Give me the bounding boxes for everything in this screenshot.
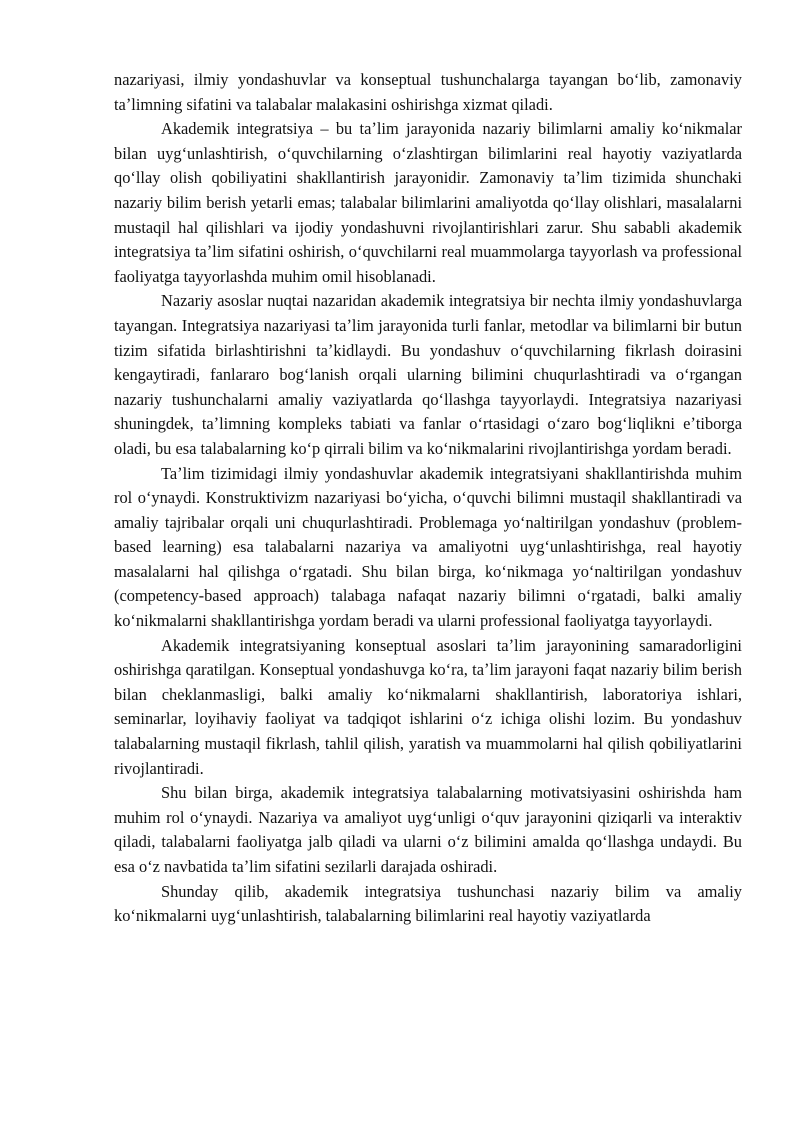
paragraph-xulosa: Shunday qilib, akademik integratsiya tushunchasi nazariy bilim va amaliy koʻnikmalarni uygʻunlashtirish, talabalarning bilimlarini real hayotiy vaziyatlarda: [114, 881, 742, 926]
paragraph-konseptual-asoslar: Akademik integratsiyaning konseptual asoslari taʼlim jarayonining samaradorligini oshirishga qaratilgan. Konseptual yondashuvga koʻra, taʼlim jarayoni faqat nazariy bilim berish bilan cheklanmasligi, balki amaliy koʻnikmalarni shakllantirish, laboratoriya ishlari, seminarlar, loyihaviy faoliyat va tadqiqot ishlarini oʻz ichiga olishi lozim. Bu yondashuv talabalarning mustaqil fikrlash, tahlil qilish, yaratish va muammolarni hal qilish qobiliyatlarini rivojlantiradi.: [114, 635, 742, 778]
paragraph-continuation: nazariyasi, ilmiy yondashuvlar va konseptual tushunchalarga tayangan boʻlib, zamonaviy taʼlimning sifatini va talabalar malakasini oshirishga xizmat qiladi.: [114, 70, 742, 114]
paragraph-ilmiy-yondashuvlar: Taʼlim tizimidagi ilmiy yondashuvlar akademik integratsiyani shakllantirishda muhim rol oʻynaydi. Konstruktivizm nazariyasi boʻyicha, oʻquvchi bilimni mustaqil shakllantiradi va amaliy tajribalar orqali uni chuqurlashtiradi. Problemaga yoʻnaltirilgan yondashuv (problem-based learning) esa talabalarni nazariya va amaliyotni uygʻunlashtirishga, real hayotiy masalalarni hal qilishga oʻrgatadi. Shu bilan birga, koʻnikmaga yoʻnaltirilgan yondashuv (competency-based approach) talabaga nafaqat nazariy bilimni oʻrgatadi, balki amaliy koʻnikmalarni shakllantirishga yordam beradi va ularni professional faoliyatga tayyorlaydi.: [114, 463, 742, 631]
document-page: [114, 68, 742, 929]
paragraph-nazariy-asoslar: Nazariy asoslar nuqtai nazaridan akademik integratsiya bir nechta ilmiy yondashuvlarga tayangan. Integratsiya nazariyasi taʼlim jarayonida turli fanlar, metodlar va bilimlarni bir butun tizim sifatida birlashtirishni taʼkidlaydi. Bu yondashuv oʻquvchilarning fikrlash doirasini kengaytiradi, fanlararo bogʻlanish orqali ularning bilimini chuqurlashtiradi va oʻrgangan nazariy tushunchalarni amaliy vaziyatlarda qoʻllashga tayyorlaydi. Integratsiya nazariyasi shuningdek, taʼlimning kompleks tabiati va fanlar oʻrtasidagi oʻzaro bogʻliqlikni eʼtiborga oladi, bu esa talabalarning koʻp qirrali bilim va koʻnikmalarini rivojlantirishga yordam beradi.: [114, 291, 742, 458]
paragraph-akademik-integratsiya-definition: Akademik integratsiya – bu taʼlim jarayonida nazariy bilimlarni amaliy koʻnikmalar bilan uygʻunlashtirish, oʻquvchilarning oʻzlashtirgan bilimlarini real hayotiy vaziyatlarda qoʻllay olish qobiliyatini shakllantirish jarayonidir. Zamonaviy taʼlim tizimida shunchaki nazariy bilim berish yetarli emas; talabalar bilimlarini amaliyotda qoʻllay olishlari, masalalarni mustaqil hal qilishlari va ijodiy yondashuvni rivojlantirishlari zarur. Shu sababli akademik integratsiya taʼlim sifatini oshirish, oʻquvchilarni real muammolarga tayyorlash va professional faoliyatga tayyorlashda muhim omil hisoblanadi.: [114, 119, 742, 286]
paragraph-motivatsiya: Shu bilan birga, akademik integratsiya talabalarning motivatsiyasini oshirishda ham muhim rol oʻynaydi. Nazariya va amaliyot uygʻunligi oʻquv jarayonini qiziqarli va interaktiv qiladi, talabalarni faoliyatga jalb qiladi va ularni oʻz bilimini amalda qoʻllashga undaydi. Bu esa oʻz navbatida taʼlim sifatini sezilarli darajada oshiradi.: [114, 783, 742, 876]
